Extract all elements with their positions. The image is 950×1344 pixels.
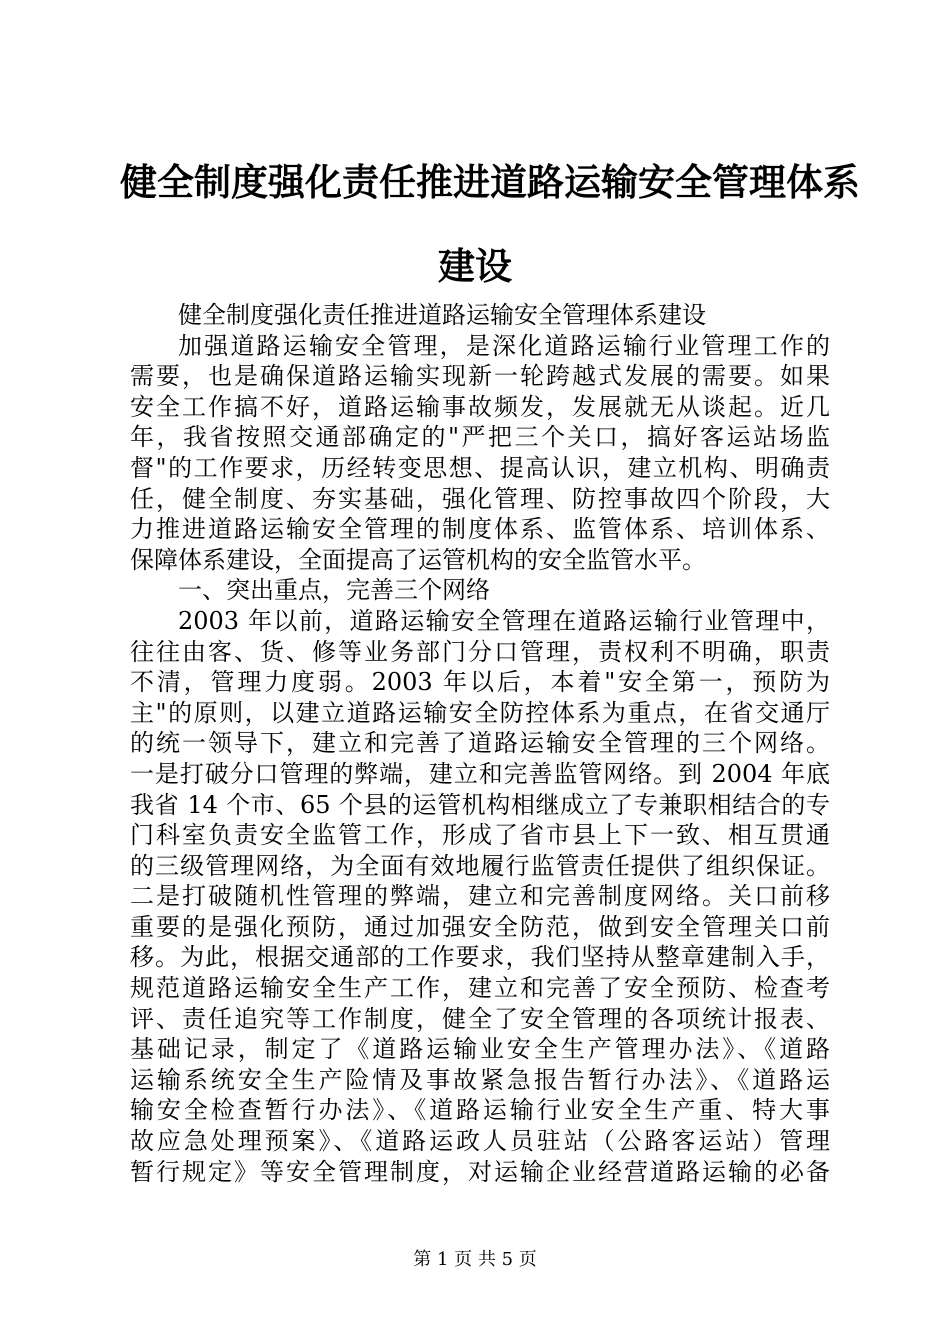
body-line: 移。为此，根据交通部的工作要求，我们坚持从整章建制入手，	[130, 943, 830, 972]
body-line: 故应急处理预案》、《道路运政人员驻站（公路客运站）管理	[130, 1127, 830, 1156]
body-line: 年，我省按照交通部确定的"严把三个关口，搞好客运站场监	[130, 423, 830, 452]
document-title-line-1: 健全制度强化责任推进道路运输安全管理体系	[120, 160, 860, 204]
body-line: 二是打破随机性管理的弊端，建立和完善制度网络。关口前移	[130, 882, 830, 911]
body-line: 基础记录，制定了《道路运输业安全生产管理办法》、《道路	[130, 1035, 830, 1064]
page-footer: 第 1 页 共 5 页	[413, 1249, 537, 1270]
body-line: 督"的工作要求，历经转变思想、提高认识，建立机构、明确责	[130, 453, 830, 482]
body-line: 保障体系建设，全面提高了运管机构的安全监管水平。	[130, 545, 706, 574]
body-line: 的统一领导下，建立和完善了道路运输安全管理的三个网络。	[130, 729, 830, 758]
body-line: 安全工作搞不好，道路运输事故频发，发展就无从谈起。近几	[130, 392, 830, 421]
body-line: 主"的原则，以建立道路运输安全防控体系为重点，在省交通厅	[130, 698, 830, 727]
body-line: 2003 年以前，道路运输安全管理在道路运输行业管理中，	[178, 606, 830, 635]
body-line: 加强道路运输安全管理，是深化道路运输行业管理工作的	[178, 331, 830, 360]
document-title-line-2: 建设	[438, 244, 512, 288]
body-line: 运输系统安全生产险情及事故紧急报告暂行办法》、《道路运	[130, 1065, 830, 1094]
body-line: 重要的是强化预防，通过加强安全防范，做到安全管理关口前	[130, 912, 830, 941]
body-line: 往往由客、货、修等业务部门分口管理，责权利不明确，职责	[130, 637, 830, 666]
body-line: 不清，管理力度弱。2003 年以后，本着"安全第一，预防为	[130, 668, 830, 697]
body-line: 我省 14 个市、65 个县的运管机构相继成立了专兼职相结合的专	[130, 790, 830, 819]
body-line: 门科室负责安全监管工作，形成了省市县上下一致、相互贯通	[130, 821, 830, 850]
document-body	[130, 300, 830, 1187]
body-line: 一是打破分口管理的弊端，建立和完善监管网络。到 2004 年底	[130, 759, 830, 788]
body-line: 评、责任追究等工作制度，健全了安全管理的各项统计报表、	[130, 1004, 830, 1033]
body-line: 输安全检查暂行办法》、《道路运输行业安全生产重、特大事	[130, 1096, 830, 1125]
body-line: 规范道路运输安全生产工作，建立和完善了安全预防、检查考	[130, 974, 830, 1003]
body-line: 的三级管理网络，为全面有效地履行监管责任提供了组织保证。	[130, 851, 830, 880]
body-line: 一、突出重点，完善三个网络	[178, 576, 490, 605]
body-line: 健全制度强化责任推进道路运输安全管理体系建设	[178, 301, 706, 329]
body-line: 需要，也是确保道路运输实现新一轮跨越式发展的需要。如果	[130, 362, 830, 391]
body-line: 力推进道路运输安全管理的制度体系、监管体系、培训体系、	[130, 515, 830, 544]
body-line: 暂行规定》等安全管理制度，对运输企业经营道路运输的必备	[130, 1157, 830, 1186]
body-line: 任，健全制度、夯实基础，强化管理、防控事故四个阶段，大	[130, 484, 830, 513]
